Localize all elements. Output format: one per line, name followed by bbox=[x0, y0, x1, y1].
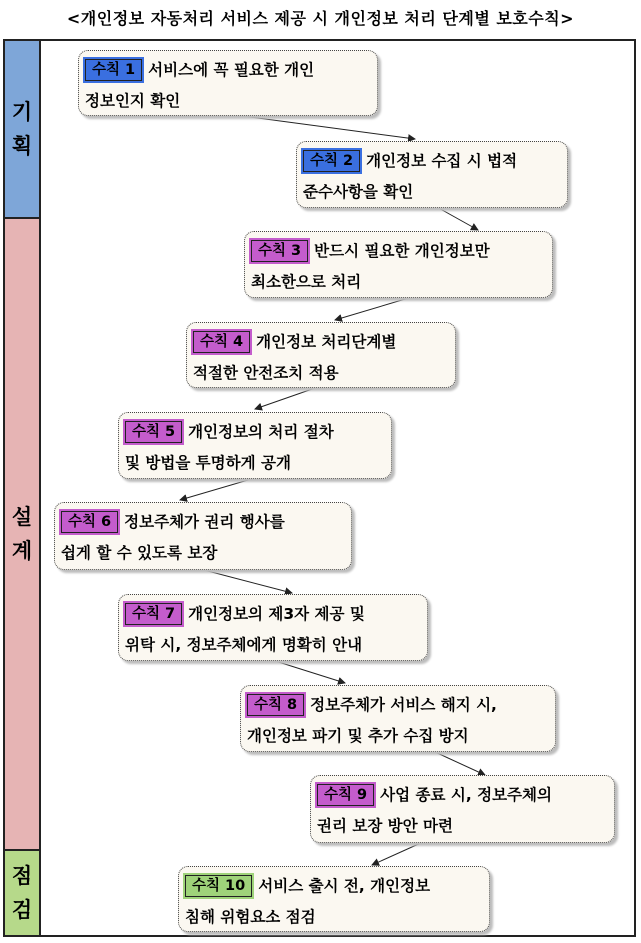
step-8-line1: 정보주체가 서비스 해지 시, bbox=[310, 696, 497, 714]
step-9-badge: 수칙 9 bbox=[317, 784, 374, 806]
step-10-badge: 수칙 10 bbox=[185, 875, 252, 897]
step-8-box bbox=[240, 685, 556, 752]
arrow-1-2 bbox=[228, 114, 415, 139]
step-4-badge: 수칙 4 bbox=[193, 331, 250, 353]
step-10-box bbox=[178, 866, 490, 932]
step-3-line2: 최소한으로 처리 bbox=[251, 273, 362, 291]
phase-plan-char-1: 기 bbox=[11, 100, 33, 124]
step-1-box bbox=[78, 50, 378, 116]
step-3-badge: 수칙 3 bbox=[251, 240, 308, 262]
step-9-line2: 권리 보장 방안 마련 bbox=[317, 817, 453, 835]
step-2-line2: 준수사항을 확인 bbox=[303, 183, 414, 201]
step-6-line1: 정보주체가 권리 행사를 bbox=[124, 513, 285, 531]
step-8-line2: 개인정보 파기 및 추가 수집 방지 bbox=[247, 727, 469, 745]
step-7-line2: 위탁 시, 정보주체에게 명확히 안내 bbox=[125, 636, 363, 654]
arrow-8-9 bbox=[435, 752, 485, 775]
arrow-6-7 bbox=[200, 569, 292, 593]
step-3-line1: 반드시 필요한 개인정보만 bbox=[314, 242, 490, 260]
step-3-box bbox=[244, 231, 553, 298]
step-7-badge: 수칙 7 bbox=[125, 603, 182, 625]
phase-plan-char-2: 획 bbox=[11, 134, 33, 158]
step-5-line2: 및 방법을 투명하게 공개 bbox=[125, 454, 291, 472]
step-5-box bbox=[118, 412, 392, 479]
diagram-title: <개인정보 자동처리 서비스 제공 시 개인정보 처리 단계별 보호수칙> bbox=[66, 9, 575, 28]
step-5-badge: 수칙 5 bbox=[125, 421, 182, 443]
step-9-box bbox=[310, 775, 615, 843]
step-2-badge: 수칙 2 bbox=[303, 150, 360, 172]
phase-design-char-2: 계 bbox=[11, 539, 33, 563]
step-2-line1: 개인정보 수집 시 법적 bbox=[366, 152, 518, 170]
arrow-5-6 bbox=[180, 478, 255, 500]
step-9-line1: 사업 종료 시, 정보주체의 bbox=[380, 786, 552, 804]
step-7-line1: 개인정보의 제3자 제공 및 bbox=[188, 605, 365, 623]
step-6-line2: 쉽게 할 수 있도록 보장 bbox=[61, 544, 218, 562]
step-1-line2: 정보인지 확인 bbox=[85, 92, 181, 110]
step-1-line1: 서비스에 꼭 필요한 개인 bbox=[148, 61, 315, 79]
step-4-box bbox=[186, 322, 456, 388]
step-1-badge: 수칙 1 bbox=[85, 59, 142, 81]
step-10-line1: 서비스 출시 전, 개인정보 bbox=[258, 877, 431, 895]
phase-check-char-1: 점 bbox=[11, 864, 33, 888]
phase-design-char-1: 설 bbox=[11, 505, 33, 529]
step-4-line2: 적절한 안전조치 적용 bbox=[193, 364, 339, 382]
step-5-line1: 개인정보의 처리 절차 bbox=[188, 423, 334, 441]
arrow-7-8 bbox=[272, 660, 345, 683]
arrow-2-3 bbox=[435, 206, 478, 230]
phase-check-char-2: 검 bbox=[11, 898, 33, 922]
step-7-box bbox=[118, 594, 428, 661]
arrow-3-4 bbox=[335, 297, 412, 320]
step-8-badge: 수칙 8 bbox=[247, 694, 304, 716]
step-2-box bbox=[296, 141, 568, 208]
arrow-9-10 bbox=[372, 842, 423, 865]
step-6-box bbox=[54, 502, 352, 570]
arrow-4-5 bbox=[255, 387, 318, 409]
step-6-badge: 수칙 6 bbox=[61, 511, 118, 533]
step-10-line2: 침해 위험요소 점검 bbox=[185, 908, 316, 926]
step-4-line1: 개인정보 처리단계별 bbox=[256, 333, 397, 351]
